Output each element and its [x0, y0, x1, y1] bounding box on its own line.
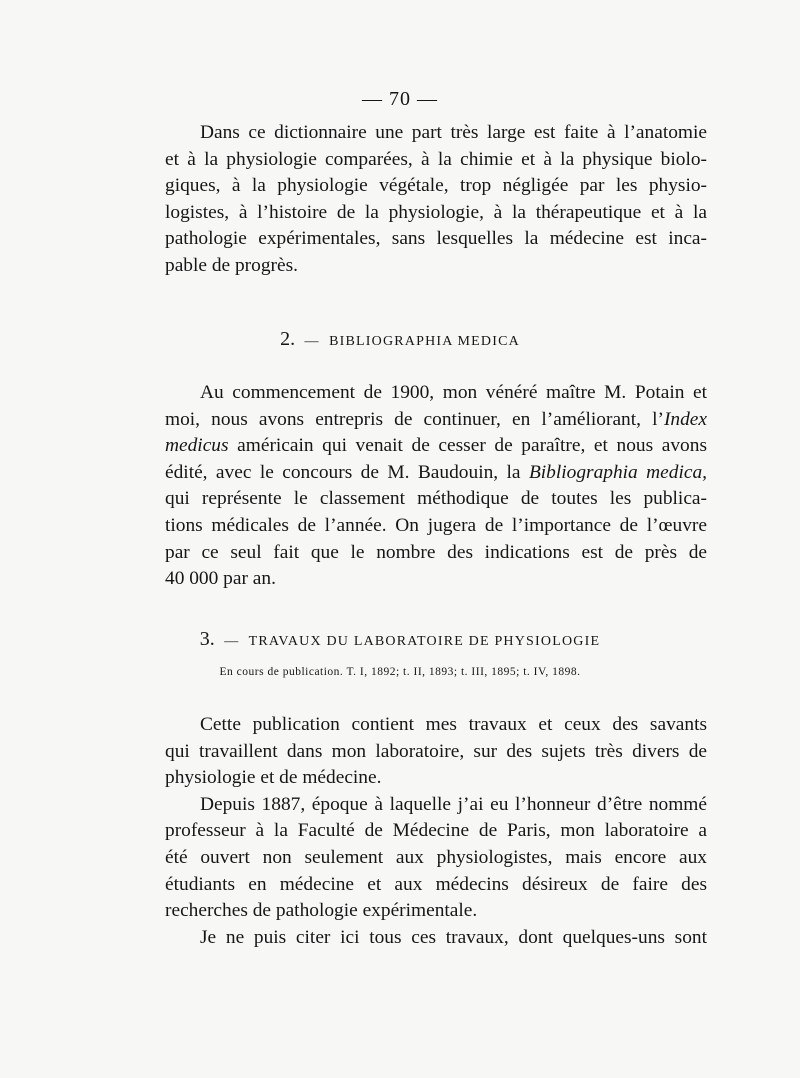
italic-text: Bibliographia medica,	[528, 461, 707, 483]
italic-text: medicus	[165, 435, 229, 457]
text-line: tions médicales de l’année. On jugera de l’importance de l’œuvre	[165, 514, 707, 536]
section-2-heading	[0, 328, 800, 351]
section-3-paragraphs	[165, 712, 707, 951]
section-3-heading	[0, 628, 800, 651]
text-line: Je ne puis citer ici tous ces travaux, dont quelques-uns sont	[200, 926, 707, 948]
text-line: qui travaillent dans mon laboratoire, sur des sujets très divers de	[165, 740, 707, 762]
section-2-paragraph	[165, 380, 707, 593]
section-number: 2.	[280, 328, 296, 350]
text-line: 40 000 par an.	[165, 568, 276, 590]
text-line: logistes, à l’histoire de la physiologie, à la thérapeutique et à la	[165, 201, 707, 223]
text-line: Depuis 1887, époque à laquelle j’ai eu l’honneur d’être nommé	[200, 793, 707, 815]
text-line: qui représente le classement méthodique de toutes les publica-	[165, 488, 707, 510]
text-line: Au commencement de 1900, mon vénéré maître M. Potain et	[200, 382, 707, 403]
text-segment: édité, avec le concours de M. Baudouin, la	[165, 461, 529, 483]
section-dash: —	[224, 634, 240, 649]
text-line: par ce seul fait que le nombre des indications est de près de	[165, 541, 707, 563]
text-line: été ouvert non seulement aux physiologistes, mais encore aux	[165, 846, 707, 868]
text-line: giques, à la physiologie végétale, trop négligée par les physio-	[165, 175, 707, 197]
text-line: recherches de pathologie expérimentale.	[165, 900, 478, 922]
section-3-subtitle: En cours de publication. T. I, 1892; t. II, 1893; t. III, 1895; t. IV, 1898.	[219, 666, 581, 678]
text-line: pathologie expérimentales, sans lesquelles la médecine est inca-	[165, 228, 707, 250]
text-line: professeur à la Faculté de Médecine de Paris, mon laboratoire a	[165, 820, 707, 842]
text-line	[165, 407, 707, 434]
text-line: Cette publication contient mes travaux et ceux des savants	[200, 714, 707, 735]
section-title: BIBLIOGRAPHIA MEDICA	[329, 334, 520, 349]
text-segment: moi, nous avons entrepris de continuer, en l’améliorant, l’	[165, 408, 664, 430]
section-number: 3.	[199, 628, 215, 650]
text-line	[165, 433, 707, 460]
italic-text: Index	[663, 408, 707, 430]
text-line: Dans ce dictionnaire une part très large est faite à l’anatomie	[200, 122, 707, 143]
page-number: — 70 —	[362, 88, 438, 110]
text-line: étudiants en médecine et aux médecins désireux de faire des	[165, 873, 707, 895]
intro-paragraph	[165, 120, 707, 280]
section-title: TRAVAUX DU LABORATOIRE DE PHYSIOLOGIE	[248, 634, 601, 649]
text-line: pable de progrès.	[165, 254, 298, 276]
text-line: et à la physiologie comparées, à la chimie et à la physique biolo-	[165, 148, 707, 170]
text-line	[165, 460, 707, 487]
section-dash: —	[304, 334, 320, 349]
text-line: physiologie et de médecine.	[165, 767, 382, 789]
text-segment: américain qui venait de cesser de paraître, et nous avons	[228, 435, 707, 457]
